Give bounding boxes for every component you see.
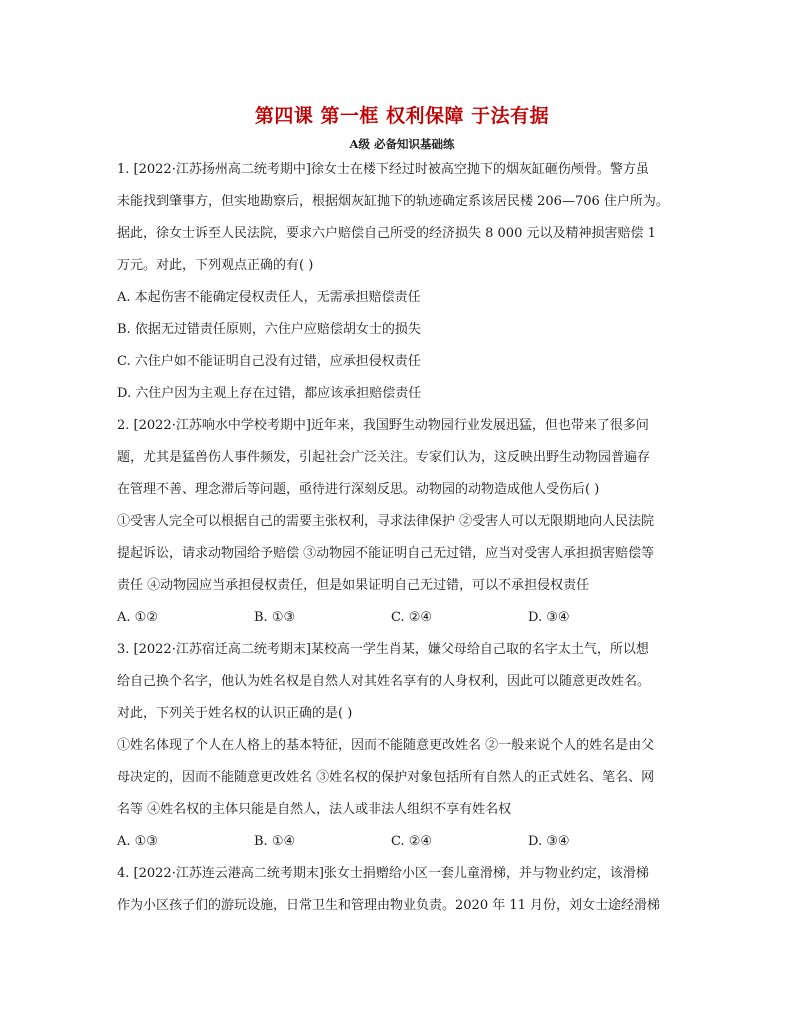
question-2-line: 在管理不善、理念滞后等问题，亟待进行深刻反思。动物园的动物造成他人受伤后( ) <box>117 482 600 497</box>
question-1-option-c: C. 六住户如不能证明自己没有过错，应承担侵权责任 <box>117 354 421 369</box>
question-2-options <box>117 602 687 634</box>
question-2-option-a: A. ①② <box>117 610 158 625</box>
question-3-line: 对此，下列关于姓名权的认识正确的是( ) <box>117 706 353 721</box>
question-3-option-d: D. ③④ <box>528 834 570 849</box>
question-1-line: 万元。对此，下列观点正确的有( ) <box>117 258 314 273</box>
document-content <box>117 104 687 922</box>
question-2-option-d: D. ③④ <box>528 610 570 625</box>
question-1-line: 1. [2022·江苏扬州高二统考期中]徐女士在楼下经过时被高空抛下的烟灰缸砸伤颅骨。警方虽 <box>117 162 649 177</box>
question-1-line: 据此，徐女士诉至人民法院，要求六户赔偿自己所受的经济损失 8 000 元以及精神损害赔偿 1 <box>117 226 656 241</box>
question-4-line: 4. [2022·江苏连云港高二统考期末]张女士捐赠给小区一套儿童滑梯，并与物业约定，该滑梯 <box>117 866 649 881</box>
question-4 <box>117 858 687 922</box>
question-2-line: 题，尤其是猛兽伤人事件频发，引起社会广泛关注。专家们认为，这反映出野生动物园普遍存 <box>117 450 651 465</box>
question-3-options <box>117 826 687 858</box>
question-3-option-a: A. ①③ <box>117 834 158 849</box>
question-2-line: 2. [2022·江苏响水中学校考期中]近年来，我国野生动物园行业发展迅猛，但也带来了很多问 <box>117 418 649 433</box>
question-3-line: 3. [2022·江苏宿迁高二统考期末]某校高一学生肖某，嫌父母给自己取的名字太土气，所以想 <box>117 642 649 657</box>
question-4-line: 作为小区孩子们的游玩设施，日常卫生和管理由物业负责。2020 年 11 月份，刘女士途经滑梯 <box>117 898 661 913</box>
question-3 <box>117 634 687 826</box>
question-1-option-b: B. 依据无过错责任原则，六住户应赔偿胡女士的损失 <box>117 322 421 337</box>
question-1-line: 未能找到肇事方，但实地勘察后，根据烟灰缸抛下的轨迹确定系该居民楼 206—706 住户所为。 <box>117 194 669 209</box>
question-2-line: 提起诉讼，请求动物园给予赔偿 ③动物园不能证明自己无过错，应当对受害人承担损害赔偿等 <box>117 546 655 561</box>
question-3-line: 给自己换个名字，他认为姓名权是自然人对其姓名享有的人身权利，因此可以随意更改姓名。 <box>117 674 651 689</box>
question-1-option-a: A. 本起伤害不能确定侵权责任人，无需承担赔偿责任 <box>117 290 421 305</box>
page-title: 第四课 第一框 权利保障 于法有据 <box>254 105 550 127</box>
section-title: A级 必备知识基础练 <box>349 137 455 151</box>
question-3-option-c: C. ②④ <box>391 834 433 849</box>
question-2 <box>117 410 687 602</box>
question-1-option-d: D. 六住户因为主观上存在过错，都应该承担赔偿责任 <box>117 386 422 401</box>
question-2-option-b: B. ①③ <box>254 610 296 625</box>
question-3-line: 母决定的，因而不能随意更改姓名 ③姓名权的保护对象包括所有自然人的正式姓名、笔名、网 <box>117 770 655 785</box>
question-3-option-b: B. ①④ <box>254 834 296 849</box>
question-3-line: 名等 ④姓名权的主体只能是自然人，法人或非法人组织不享有姓名权 <box>117 802 512 817</box>
question-1 <box>117 154 687 410</box>
question-2-option-c: C. ②④ <box>391 610 433 625</box>
question-2-line: 责任 ④动物园应当承担侵权责任，但是如果证明自己无过错，可以不承担侵权责任 <box>117 578 590 593</box>
question-3-line: ①姓名体现了个人在人格上的基本特征，因而不能随意更改姓名 ②一般来说个人的姓名是由父 <box>117 738 655 753</box>
question-2-line: ①受害人完全可以根据自己的需要主张权利，寻求法律保护 ②受害人可以无限期地向人民法院 <box>117 514 655 529</box>
